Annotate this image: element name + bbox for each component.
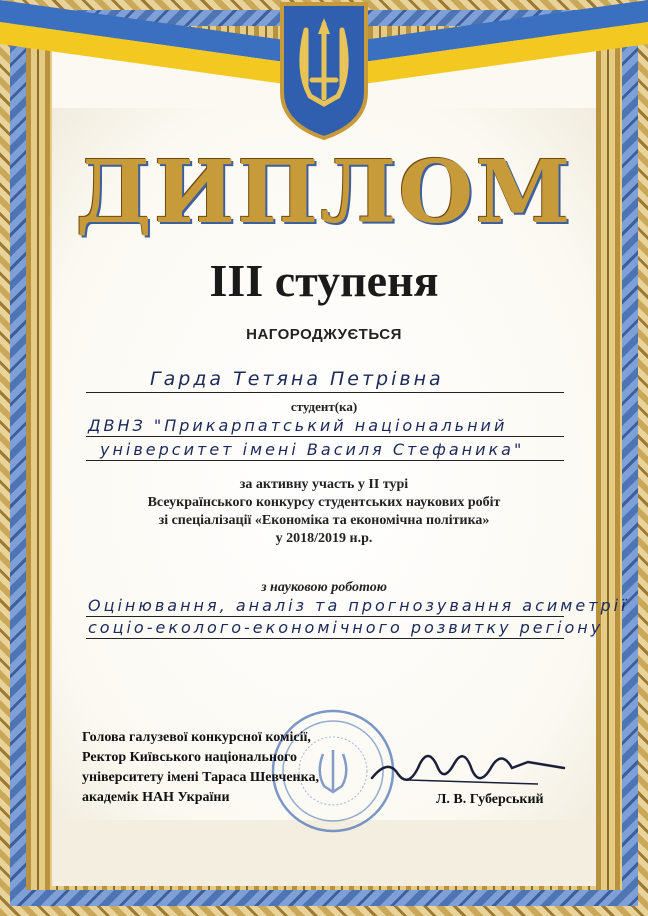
institution-line-1: ДВНЗ "Прикарпатський національний: [88, 416, 508, 435]
signatory-block: [82, 728, 319, 808]
signatory-line-1: Голова галузевої конкурсної комісії,: [82, 730, 311, 745]
institution-underline-2: [86, 460, 564, 461]
name-underline: [86, 392, 564, 393]
work-underline-2: [86, 638, 564, 639]
participation-line-2: Всеукраїнського конкурсу студентських наукових робіт: [147, 495, 501, 510]
work-underline-1: [86, 616, 564, 617]
participation-line-3: зі спеціалізації «Економіка та економічна політика»: [158, 513, 490, 528]
awarded-label: НАГОРОДЖУЄТЬСЯ: [246, 326, 402, 343]
participation-line-1: за активну участь у ІІ турі: [239, 477, 409, 492]
institution-underline-1: [86, 436, 564, 437]
participation-line-4: у 2018/2019 н.р.: [275, 531, 373, 546]
signer-name: Л. В. Губерський: [436, 792, 544, 807]
institution-line-2: університет імені Василя Стефаника": [100, 440, 525, 459]
work-title-line-1: Оцінювання, аналіз та прогнозування асиметрії: [88, 596, 629, 615]
work-title-line-2: соціо-еколого-економічного розвитку регіону: [88, 618, 604, 637]
signatory-line-4: академік НАН України: [82, 790, 230, 805]
participation-text: [0, 476, 648, 548]
with-work-label: з науковою роботою: [261, 580, 387, 595]
degree-title: ІІІ ступеня: [209, 255, 439, 306]
diploma-title: ДИПЛОМ: [75, 142, 573, 243]
recipient-name: Гарда Тетяна Петрівна: [150, 368, 444, 390]
trident-emblem-icon: [276, 0, 372, 140]
signatory-line-2: Ректор Київського національного: [82, 750, 298, 765]
student-label: студент(ка): [290, 399, 358, 414]
handwritten-signature: [368, 738, 568, 798]
signatory-line-3: університету імені Тараса Шевченка,: [82, 770, 319, 785]
